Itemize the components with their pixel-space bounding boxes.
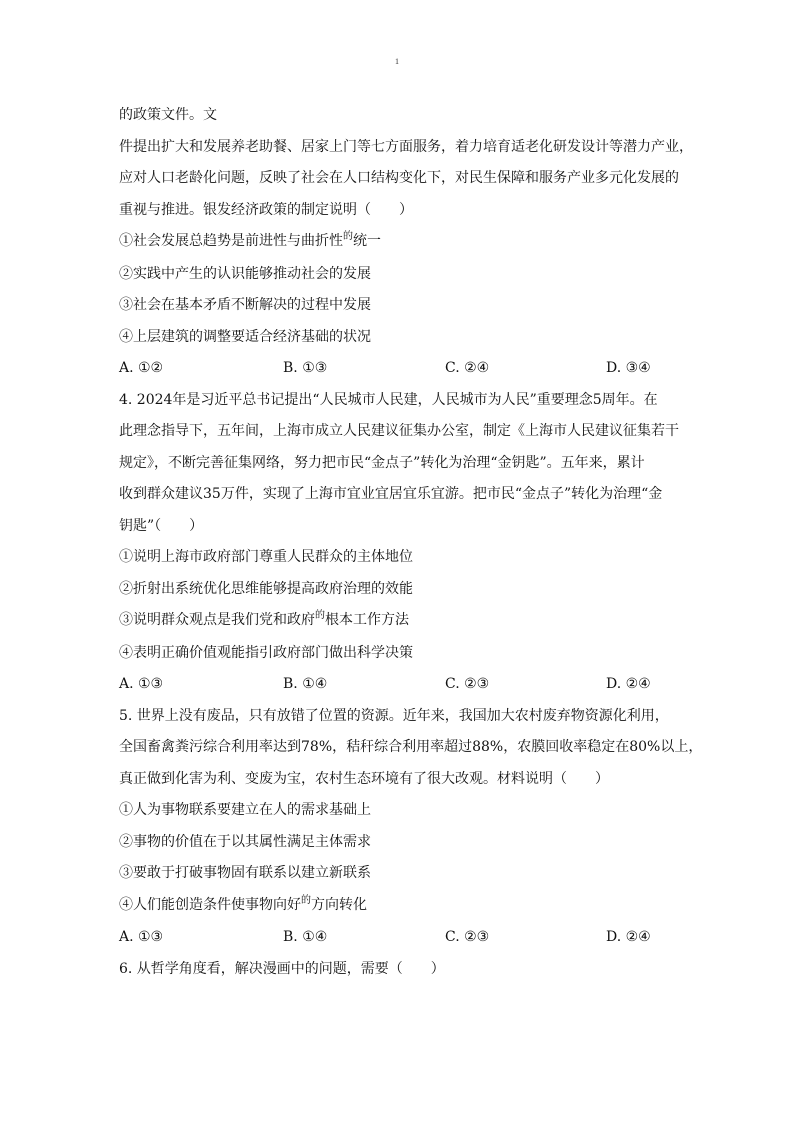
page-number: 1 [395,57,399,66]
question-6 [119,954,679,986]
question-stem-line: 重视与推进。银发经济政策的制定说明（ ） [119,201,413,218]
answer-a: A. ①③ [119,929,164,945]
question-stem-line: 全国畜禽粪污综合利用率达到78%，秸秆综合利用率超过88%，农膜回收率稳定在80%以上， [119,739,703,755]
answer-d: D. ③④ [606,360,651,376]
answer-d: D. ②④ [606,929,651,945]
statement-option: ③说明群众观点是我们党和政府$^的$根本工作方法 [119,610,409,628]
answer-c: C. ②③ [445,676,490,692]
question-stem-line: 件提出扩大和发展养老助餐、居家上门等七方面服务，着力培育适老化研发设计等潜力产业， [119,138,693,155]
answer-a: A. ①② [119,360,164,376]
question-stem-line: 收到群众建议35万件，实现了上海市宜业宜居宜乐宜游。把市民“金点子”转化为治理“金 [119,486,663,502]
answer-choices [119,922,679,954]
answer-choices [119,669,679,701]
question-stem-line: 钥匙”（ ） [119,517,204,534]
statement-option: ①社会发展总趋势是前进性与曲折性$^的$统一 [119,231,381,249]
question-stem-line: 此理念指导下，五年间，上海市成立人民建议征集办公室，制定《上海市人民建议征集若干 [119,423,679,439]
question-stem-line: 的政策文件。文 [119,107,217,123]
statement-option: ④人们能创造条件使事物向好$^的$方向转化 [119,894,367,913]
statement-option: ①说明上海市政府部门尊重人民群众的主体地位 [119,549,413,565]
answer-c: C. ②④ [445,360,490,376]
question-stem-line: 真正做到化害为利、变废为宝，农村生态环境有了很大改观。材料说明（ ） [119,770,609,787]
statement-option: ②折射出系统优化思维能够提高政府治理的效能 [119,580,413,597]
statement-option: ④上层建筑的调整要适合经济基础的状况 [119,328,371,345]
question-5 [119,701,703,954]
answer-a: A. ①③ [119,676,164,692]
answer-c: C. ②③ [445,929,490,945]
question-4 [119,385,679,701]
question-stem-line: 6. 从哲学角度看，解决漫画中的问题，需要（ ） [119,960,445,977]
answer-b: B. ①④ [283,676,328,692]
statement-option: ①人为事物联系要建立在人的需求基础上 [119,802,371,818]
statement-option: ③要敢于打破事物固有联系以建立新联系 [119,865,371,881]
document-body [119,100,703,985]
question-stem-line: 5. 世界上没有废品，只有放错了位置的资源。近年来，我国加大农村废弃物资源化利用， [119,707,669,724]
statement-option: ②事物的价值在于以其属性满足主体需求 [119,833,371,850]
question-stem-line: 规定》，不断完善征集网络，努力把市民“金点子”转化为治理“金钥匙”。五年来，累计 [119,454,645,471]
question-3 [119,100,693,385]
statement-option: ③社会在基本矛盾不断解决的过程中发展 [119,297,371,313]
statement-option: ④表明正确价值观能指引政府部门做出科学决策 [119,644,413,661]
answer-b: B. ①④ [283,929,328,945]
answer-b: B. ①③ [283,360,328,376]
question-stem-line: 应对人口老龄化问题，反映了社会在人口结构变化下，对民生保障和服务产业多元化发展的 [119,170,679,186]
statement-option: ②实践中产生的认识能够推动社会的发展 [119,265,371,282]
answer-choices [119,353,679,385]
answer-d: D. ②④ [606,676,651,692]
question-stem-line: 4. 2024年是习近平总书记提出“人民城市人民建，人民城市为人民”重要理念5周年。在 [119,391,658,408]
